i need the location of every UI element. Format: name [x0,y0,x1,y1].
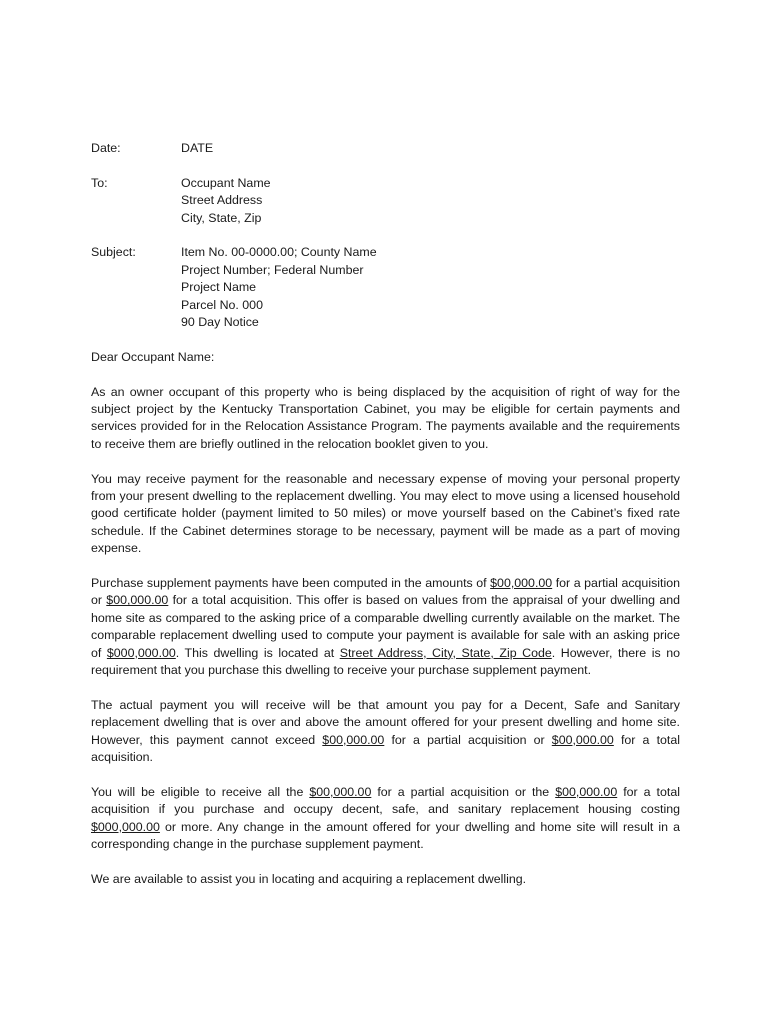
amount-total: $00,000.00 [106,593,169,608]
paragraph-eligibility: As an owner occupant of this property who is being displaced by the acquisition of right of way for the subject project by the Kentucky Transportation Cabinet, you may be eligible for certain payments and services provided for in the Relocation Assistance Program. The payments available and the requirements to receive them are briefly outlined in the relocation booklet given to you. [91,384,680,451]
to-label: To: [91,175,108,190]
subject-label: Subject: [91,245,136,260]
to-line: City, State, Zip [181,210,262,225]
paragraph-moving-expense: You may receive payment for the reasonable and necessary expense of moving your personal property from your present dwelling to the replacement dwelling. You may elect to move using a licensed household good certificate holder (payment limited to 50 miles) or move yourself based on the Cabinet’s fixed rate schedule. If the Cabinet determines storage to be necessary, payment will be made as a part of moving expense. [91,471,680,556]
date-row [91,140,680,157]
salutation: Dear Occupant Name: [91,349,215,364]
housing-cost: $000,000.00 [91,819,160,834]
paragraph-purchase-supplement: Purchase supplement payments have been computed in the amounts of $00,000.00 for a partial acquisition or $00,000.00 for a total acquisition. This offer is based on values from the appraisal of your dwelling and home site as compared to the asking price of a comparable dwelling currently available on the market. The comparable replacement dwelling used to compute your payment is available for sale with an asking price of $000,000.00. This dwelling is located at Street Address, City, State, Zip Code. However, there is no requirement that you purchase this dwelling to receive your purchase supplement payment. [91,576,681,678]
amount-total: $00,000.00 [555,784,618,799]
amount-partial: $00,000.00 [490,576,553,591]
subject-line: Parcel No. 000 [181,297,263,312]
to-line: Street Address [181,193,263,208]
subject-row [91,244,680,331]
subject-line: Project Number; Federal Number [181,262,364,277]
subject-block [181,244,680,331]
paragraph-actual-payment: The actual payment you will receive will be that amount you pay for a Decent, Safe and Sanitary replacement dwelling that is over and above the amount offered for your present dwelling and home site. However, this payment cannot exceed $00,000.00 for a partial acquisition or $00,000.00 for a total acquisition. [91,697,680,765]
subject-line: Project Name [181,280,257,295]
amount-total: $00,000.00 [551,732,614,747]
to-address-block [181,175,680,227]
paragraph-assistance: We are available to assist you in locating and acquiring a replacement dwelling. [91,871,527,886]
comparable-address: Street Address, City, State, Zip Code [339,645,552,660]
date-label: Date: [91,141,121,155]
paragraph-eligible-amount: You will be eligible to receive all the $00,000.00 for a partial acquisition or the $00,000.00 for a total acquisition if you purchase and occupy decent, safe, and sanitary replacement housing costing $000,000.00 or more. Any change in the amount offered for your dwelling and home site will result in a corresponding change in the purchase supplement payment. [91,784,680,852]
to-line: Occupant Name [181,175,271,190]
subject-line: 90 Day Notice [181,315,259,330]
date-value: DATE [181,141,214,155]
amount-partial: $00,000.00 [309,784,372,799]
subject-line: Item No. 00-0000.00; County Name [181,245,377,260]
letter-page [91,140,680,906]
amount-partial: $00,000.00 [322,732,385,747]
asking-price: $000,000.00 [106,645,176,660]
to-row [91,175,680,227]
